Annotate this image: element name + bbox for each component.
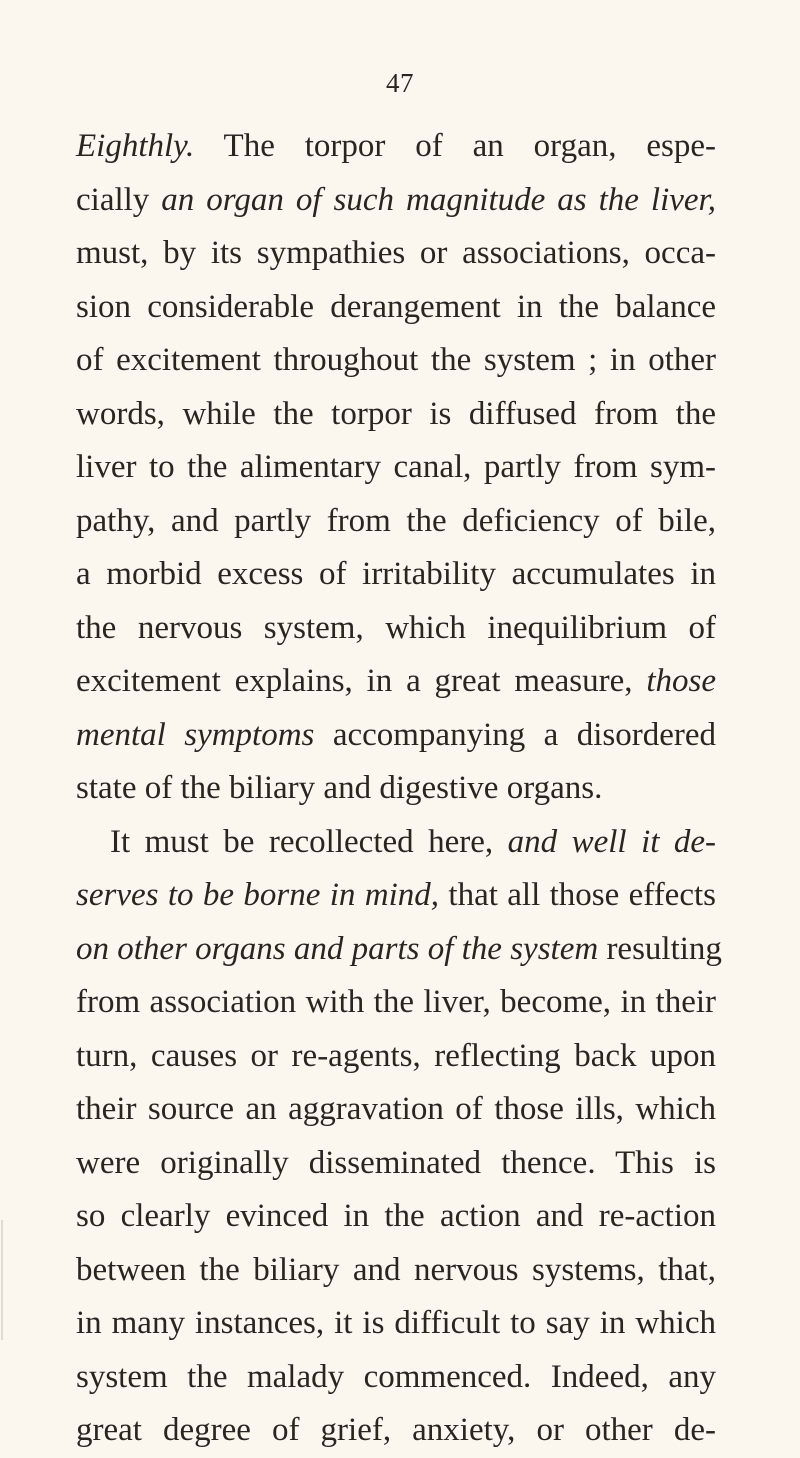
text-run: between the biliary and nervous systems, that, (76, 1251, 716, 1288)
text-line (76, 762, 716, 816)
text-line (76, 1404, 716, 1458)
text-line (76, 709, 716, 763)
text-line (76, 1297, 716, 1351)
text-line (76, 923, 722, 977)
text-line (76, 602, 716, 656)
text-line (76, 1137, 716, 1191)
text-run: It must be recollected here, (110, 823, 508, 860)
text-line (76, 1030, 716, 1084)
italic-text: on other organs and parts of the system (76, 930, 599, 967)
text-line (76, 120, 716, 174)
text-run: sion considerable derangement in the balance (76, 288, 716, 325)
text-run: from association with the liver, become, in their (76, 984, 716, 1020)
page-number: 47 (386, 68, 414, 98)
text-line (76, 1244, 716, 1298)
text-run: accompanying a disordered (314, 716, 717, 753)
body-text (76, 120, 722, 1458)
text-run: were originally disseminated thence. This is (76, 1144, 716, 1181)
text-line (76, 227, 716, 281)
text-run: so clearly evinced in the action and re-action (76, 1198, 716, 1234)
text-line (76, 655, 716, 709)
italic-text: an organ of such magnitude as the liver, (161, 181, 716, 218)
text-run: their source an aggravation of those ills, which (76, 1091, 716, 1127)
text-run: a morbid excess of irritability accumulates in (76, 556, 716, 592)
text-run: pathy, and partly from the deficiency of bile, (76, 502, 716, 539)
italic-text: mental symptoms (76, 716, 315, 753)
text-line (76, 174, 716, 228)
text-run: cially (76, 181, 162, 218)
text-run: state of the biliary and digestive organs. (76, 770, 603, 806)
text-line (76, 548, 716, 602)
text-run: of excitement throughout the system ; in other (76, 342, 716, 378)
italic-text: and well it de- (507, 823, 717, 860)
text-line (76, 334, 716, 388)
text-run: that all those effects (439, 877, 716, 913)
text-run: in many instances, it is difficult to say in which (76, 1305, 716, 1341)
italic-text: serves to be borne in mind, (76, 877, 440, 913)
text-run: must, by its sympathies or associations, occa- (76, 235, 716, 271)
text-line (76, 388, 716, 442)
text-line (76, 495, 716, 549)
text-line (76, 1190, 716, 1244)
text-line (76, 976, 716, 1030)
text-line (76, 441, 716, 495)
italic-text: Eighthly. (76, 128, 195, 164)
italic-text: those (646, 663, 716, 699)
text-run: system the malady commenced. Indeed, any (76, 1358, 716, 1395)
text-run: the nervous system, which inequilibrium of (76, 609, 716, 646)
text-run: turn, causes or re-agents, reflecting back upon (76, 1037, 716, 1074)
text-line (76, 816, 716, 870)
text-run: The torpor of an organ, espe- (194, 128, 716, 164)
text-run: liver to the alimentary canal, partly from sym- (76, 449, 716, 485)
page-edge-mark (1, 1220, 3, 1340)
text-run: words, while the torpor is diffused from the (76, 395, 716, 432)
text-line (76, 281, 716, 335)
text-run: resulting (598, 930, 722, 967)
text-run: excitement explains, in a great measure, (76, 663, 647, 699)
text-run: great degree of grief, anxiety, or other de- (76, 1412, 716, 1448)
text-line (76, 1083, 716, 1137)
text-line (76, 869, 716, 923)
